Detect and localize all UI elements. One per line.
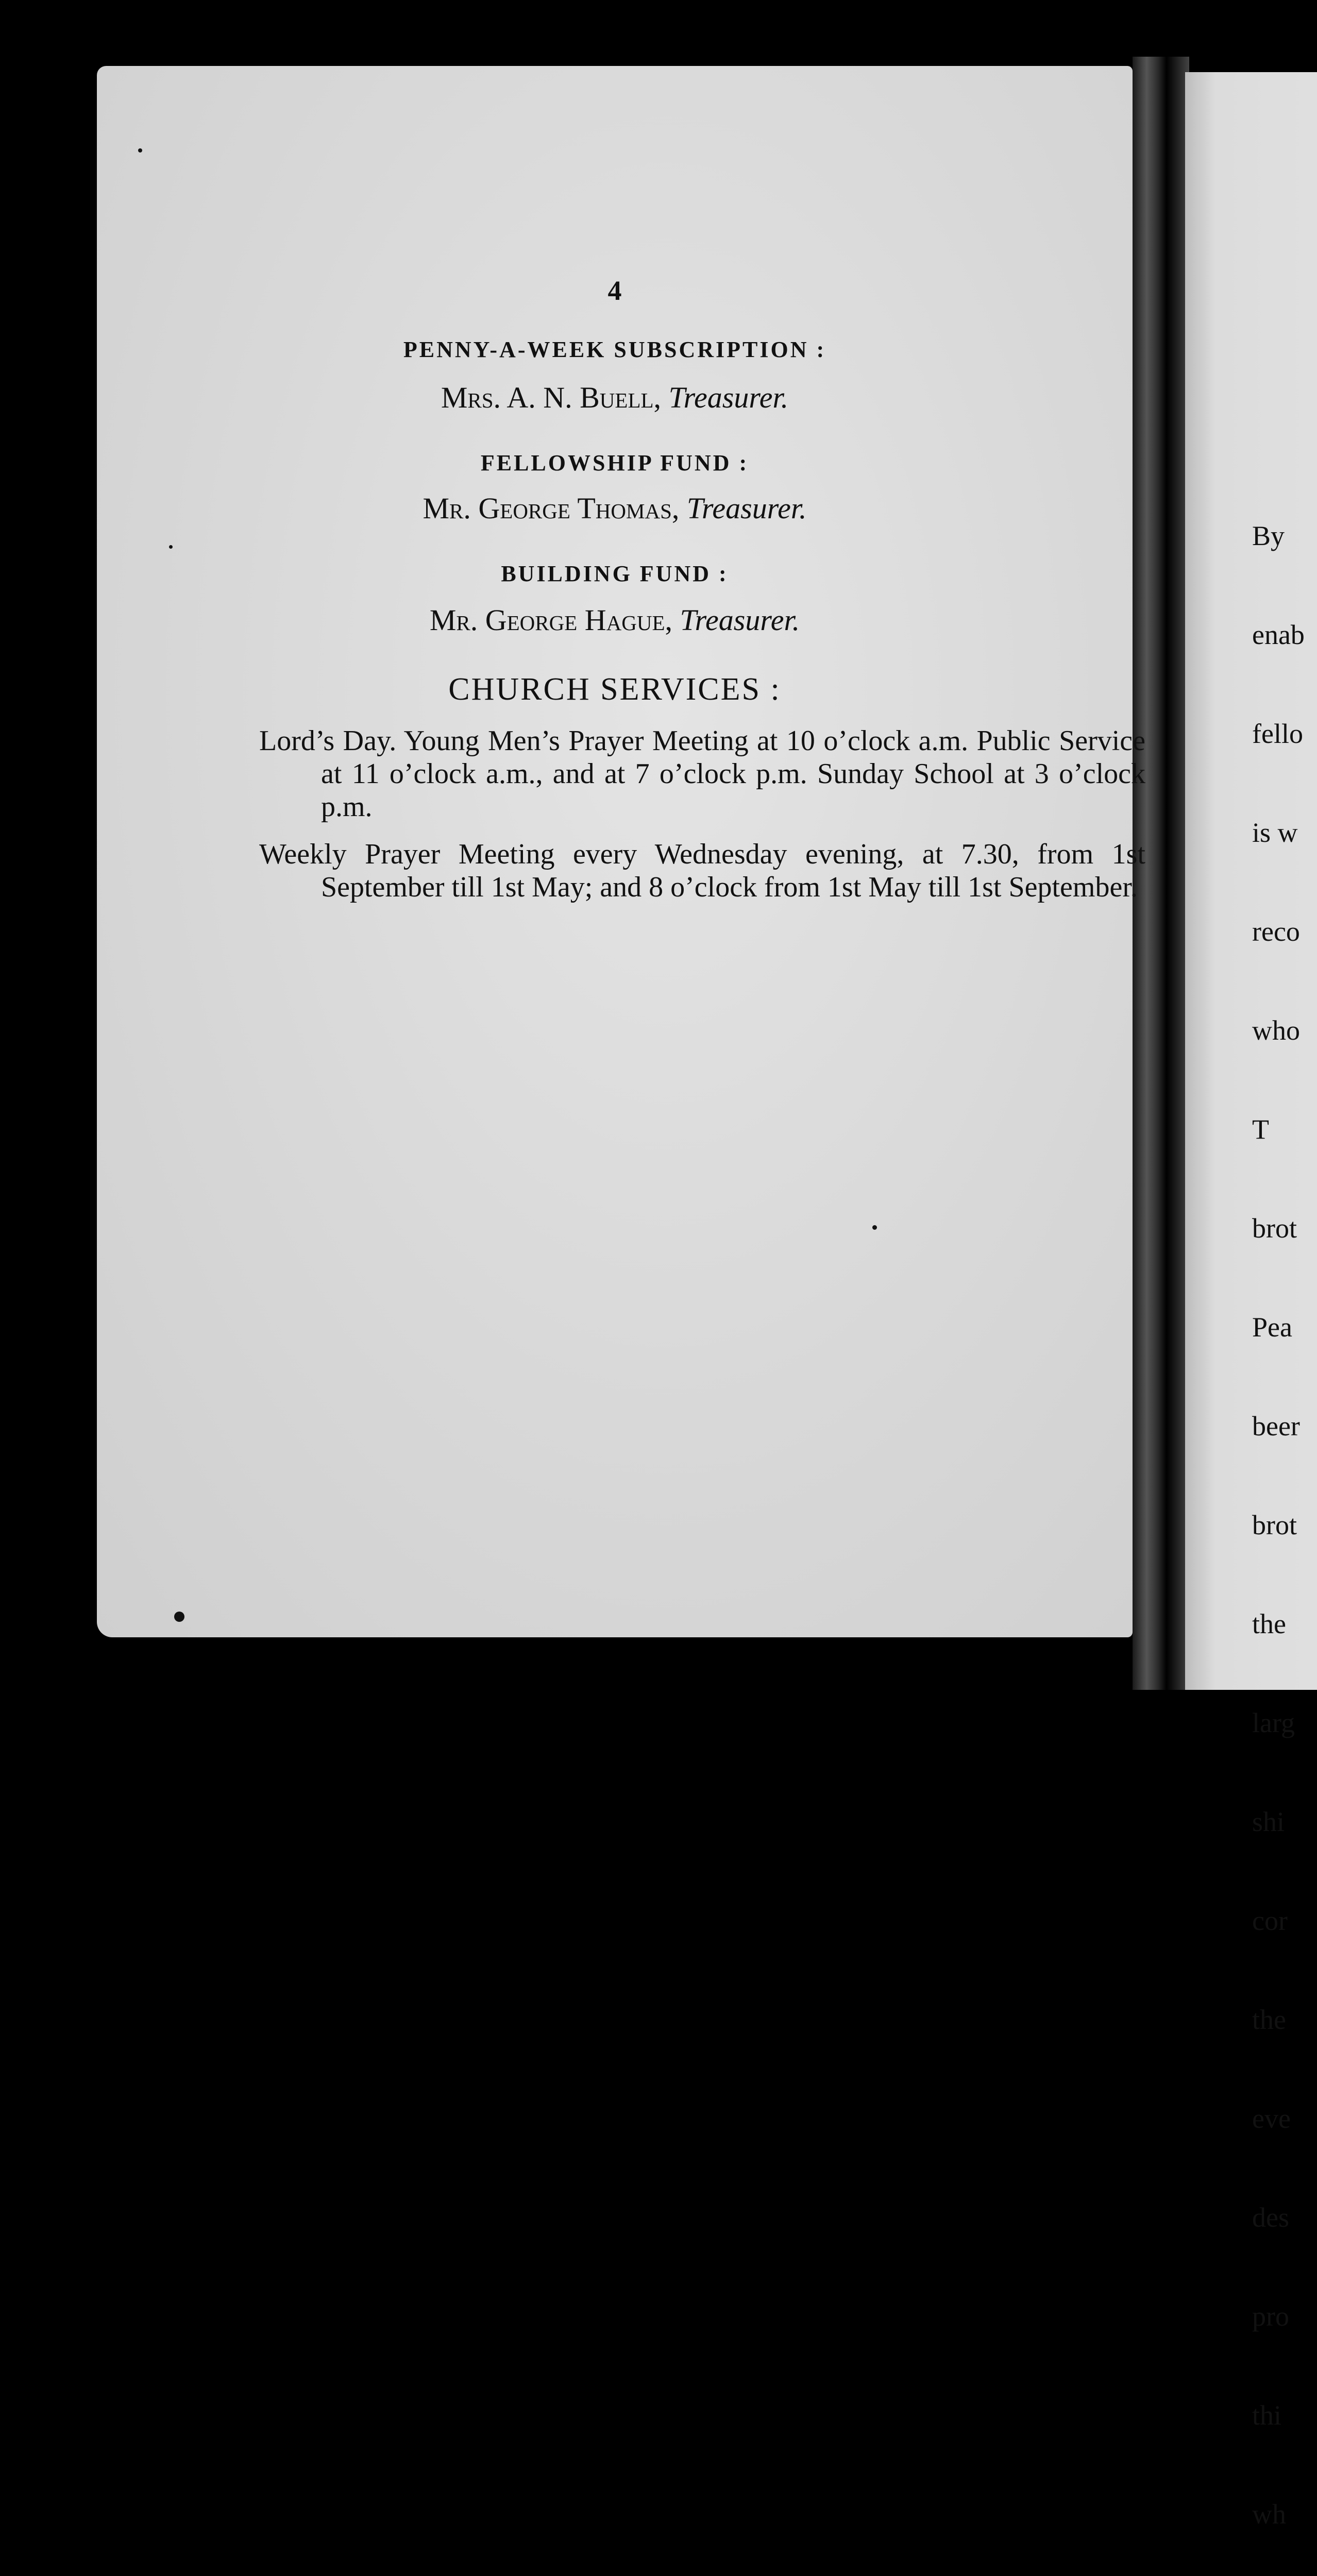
fellowship-fund-heading: FELLOWSHIP FUND : [480,450,749,476]
fragment-line: Pea [1252,1312,1292,1343]
fragment-line: pro [1252,2301,1289,2332]
fragment-line: brot [1252,1510,1297,1540]
penny-a-week-treasurer [97,380,1133,415]
fellowship-fund-treasurer [97,491,1133,526]
left-page [97,66,1145,1637]
fragment-line: the [1252,2004,1286,2035]
ink-speck [138,148,142,152]
penny-a-week-heading: PENNY-A-WEEK SUBSCRIPTION : [403,337,826,362]
fragment-line: who [1252,1015,1300,1046]
fragment-line: fello [1252,718,1303,749]
building-fund-heading: BUILDING FUND : [501,561,729,586]
fragment-line: eve [1252,2103,1291,2134]
fragment-line: wh [1252,2499,1286,2530]
fragment-line: the [1252,1608,1286,1639]
fragment-line: shi [1252,1806,1285,1837]
fragment-line: brot [1252,1213,1297,1244]
treasurer-role: Treasurer. [686,492,807,525]
right-page-text-fragments [1252,453,1317,2576]
page-number: 4 [607,275,622,306]
treasurer-role: Treasurer. [668,381,789,414]
treasurer-name: Mr. George Thomas, [423,492,680,525]
fragment-line: thi [1252,2400,1282,2431]
fragment-line: T [1252,1114,1269,1145]
ink-speck [872,1225,877,1230]
fragment-line: is w [1252,817,1298,848]
fragment-line: cor [1252,1905,1288,1936]
fragment-line: enab [1252,619,1305,650]
weekly-prayer-meeting: Weekly Prayer Meeting every Wednesday evening, at 7.30, from 1st September till 1st May; and 8 o’clock from 1st May till 1st September. [259,838,1145,903]
treasurer-name: Mr. George Hague, [429,603,673,637]
church-services-heading: CHURCH SERVICES : [448,672,781,707]
fragment-line: beer [1252,1411,1300,1442]
fragment-line: By [1252,520,1285,551]
lords-day-services: Lord’s Day. Young Men’s Prayer Meeting at 10 o’clock a.m. Public Service at 11 o’clock a.m., and at 7 o’clock p.m. Sunday School at 3 o’clock p.m. [259,725,1145,823]
fragment-line: des [1252,2202,1289,2233]
fragment-line: reco [1252,916,1300,947]
building-fund-treasurer [97,603,1133,637]
ink-speck [169,545,173,549]
treasurer-role: Treasurer. [680,603,800,637]
ink-speck [174,1612,184,1622]
treasurer-name: Mrs. A. N. Buell, [441,381,662,414]
fragment-line: larg [1252,1707,1295,1738]
